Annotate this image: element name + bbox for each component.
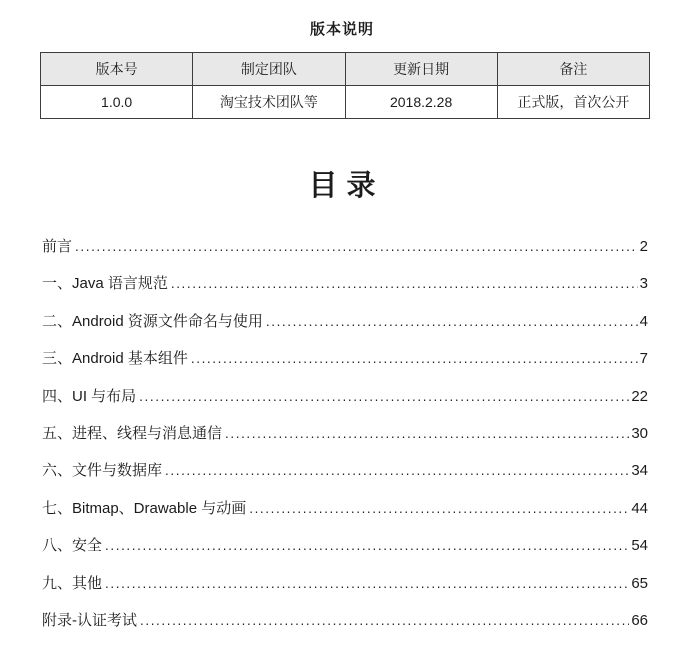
toc-entry-label: 九、其他 xyxy=(42,574,103,592)
version-cell-remark: 正式版，首次公开 xyxy=(497,86,649,119)
toc-entry-page: 66 xyxy=(631,612,648,630)
toc-entry-android-components[interactable] xyxy=(42,340,648,377)
toc-entry-bitmap-drawable[interactable] xyxy=(42,490,648,527)
toc-entry-label: 八、安全 xyxy=(42,537,103,555)
version-table-header-remark: 备注 xyxy=(497,53,649,86)
toc-dot-leader xyxy=(191,340,638,377)
toc-entry-page: 3 xyxy=(639,275,648,293)
toc-entry-label: 四、UI 与布局 xyxy=(42,387,137,405)
version-table-header-row xyxy=(41,53,650,86)
version-cell-date: 2018.2.28 xyxy=(345,86,497,119)
toc-dot-leader xyxy=(266,303,638,340)
toc-entry-security[interactable] xyxy=(42,527,648,564)
toc-dot-leader xyxy=(140,602,629,639)
toc-entry-label: 六、文件与数据库 xyxy=(42,462,163,480)
version-table-header-team: 制定团队 xyxy=(193,53,345,86)
toc-entry-page: 65 xyxy=(631,574,648,592)
toc-entry-label: 一、Java 语言规范 xyxy=(42,275,168,293)
toc-entry-process-thread[interactable] xyxy=(42,415,648,452)
toc-entry-label: 前言 xyxy=(42,238,73,255)
version-cell-team: 淘宝技术团队等 xyxy=(193,86,345,119)
toc-dot-leader xyxy=(225,415,629,452)
toc-entry-preface[interactable] xyxy=(42,228,648,265)
toc-entry-label: 附录-认证考试 xyxy=(42,612,137,630)
toc-entry-page: 2 xyxy=(639,238,648,255)
toc-list xyxy=(42,228,648,639)
toc-dot-leader xyxy=(105,565,629,602)
version-table xyxy=(40,52,650,119)
toc-dot-leader xyxy=(105,527,629,564)
toc-entry-label: 五、进程、线程与消息通信 xyxy=(42,425,223,443)
toc-dot-leader xyxy=(139,378,629,415)
toc-entry-ui-layout[interactable] xyxy=(42,378,648,415)
version-table-header-date: 更新日期 xyxy=(345,53,497,86)
toc-entry-label: 七、Bitmap、Drawable 与动画 xyxy=(42,499,247,517)
toc-entry-android-resources[interactable] xyxy=(42,303,648,340)
version-table-data-row xyxy=(41,86,650,119)
toc-entry-appendix-exam[interactable] xyxy=(42,602,648,639)
toc-entry-page: 30 xyxy=(631,425,648,443)
toc-dot-leader xyxy=(165,452,629,489)
toc-dot-leader xyxy=(171,265,638,302)
toc-entry-file-database[interactable] xyxy=(42,452,648,489)
toc-entry-java[interactable] xyxy=(42,265,648,302)
toc-entry-page: 54 xyxy=(631,537,648,555)
toc-entry-page: 44 xyxy=(631,499,648,517)
toc-entry-page: 7 xyxy=(639,350,648,368)
toc-entry-label: 二、Android 资源文件命名与使用 xyxy=(42,312,263,330)
toc-dot-leader xyxy=(75,228,638,265)
toc-entry-others[interactable] xyxy=(42,565,648,602)
version-section-title: 版本说明 xyxy=(309,21,374,38)
version-cell-version: 1.0.0 xyxy=(41,86,193,119)
version-table-header-version: 版本号 xyxy=(41,53,193,86)
toc-title: 目录 xyxy=(308,170,385,202)
toc-entry-page: 34 xyxy=(631,462,648,480)
toc-entry-page: 4 xyxy=(639,312,648,330)
toc-entry-page: 22 xyxy=(631,387,648,405)
toc-dot-leader xyxy=(249,490,629,527)
toc-entry-label: 三、Android 基本组件 xyxy=(42,350,188,368)
